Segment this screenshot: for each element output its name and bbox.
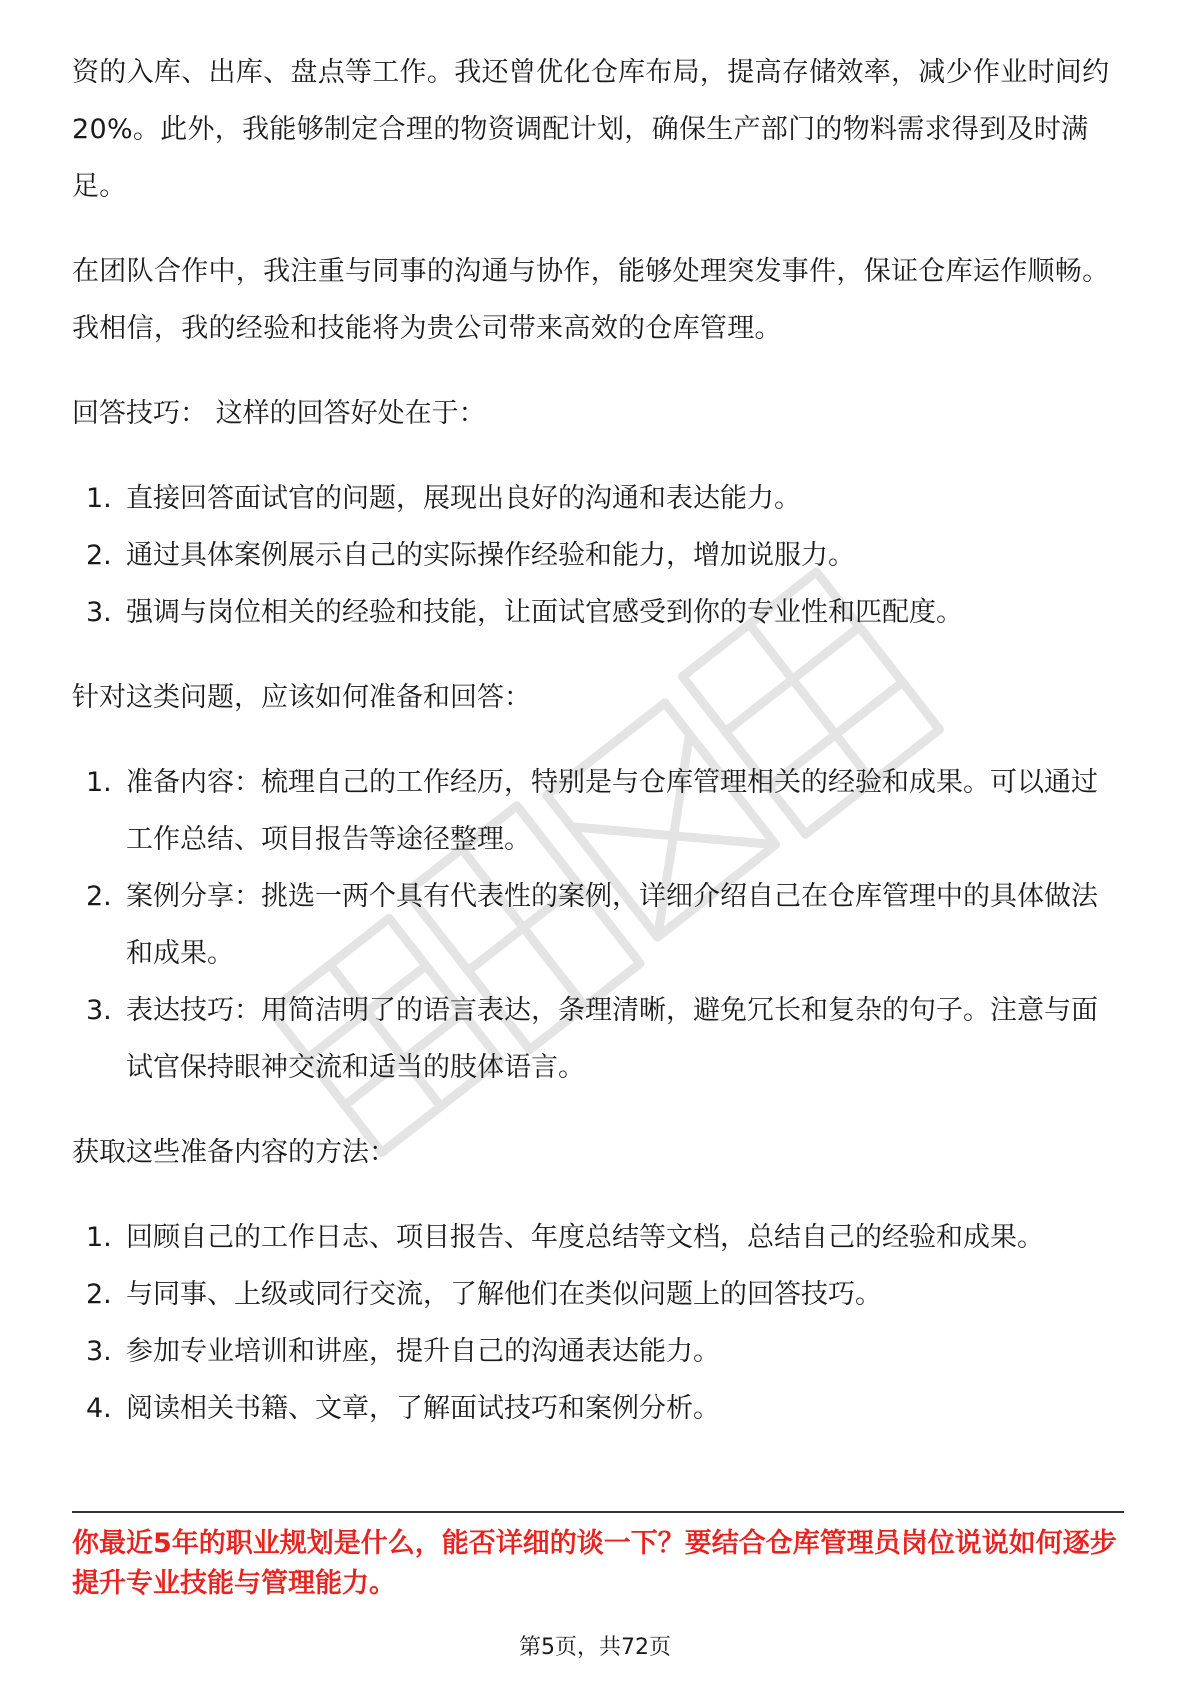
list-item — [72, 1266, 1124, 1323]
list-item — [72, 1323, 1124, 1380]
list-item — [72, 1209, 1124, 1266]
list-item-text: 表达技巧：用简洁明了的语言表达，条理清晰，避免冗长和复杂的句子。注意与面试官保持眼神交流和适当的肢体语言。 — [126, 995, 1098, 1083]
list-number: 1. — [86, 1222, 112, 1253]
methods-list — [72, 1209, 1124, 1437]
list-item-text: 强调与岗位相关的经验和技能，让面试官感受到你的专业性和匹配度。 — [126, 597, 963, 628]
list-item — [72, 754, 1124, 868]
list-number: 2. — [86, 1279, 112, 1310]
list-item — [72, 470, 1124, 527]
prepare-heading: 针对这类问题，应该如何准备和回答： — [72, 682, 531, 713]
list-number: 2. — [86, 540, 112, 571]
list-item-text: 回顾自己的工作日志、项目报告、年度总结等文档，总结自己的经验和成果。 — [126, 1222, 1044, 1253]
page-number: 第5页，共72页 — [519, 1635, 671, 1660]
list-item — [72, 1380, 1124, 1437]
list-item-text: 案例分享：挑选一两个具有代表性的案例，详细介绍自己在仓库管理中的具体做法和成果。 — [126, 881, 1098, 969]
list-number: 2. — [86, 881, 112, 912]
next-question-heading: 你最近5年的职业规划是什么，能否详细的谈一下？要结合仓库管理员岗位说说如何逐步提升专业技能与管理能力。 — [72, 1528, 1117, 1599]
tips-list — [72, 470, 1124, 641]
prepare-list — [72, 754, 1124, 1096]
list-item-text: 与同事、上级或同行交流，了解他们在类似问题上的回答技巧。 — [126, 1279, 882, 1310]
tips-heading: 回答技巧： 这样的回答好处在于： — [72, 398, 486, 429]
methods-heading: 获取这些准备内容的方法： — [72, 1137, 396, 1168]
list-item — [72, 982, 1124, 1096]
section-divider — [72, 1511, 1124, 1513]
list-item — [72, 527, 1124, 584]
list-item-text: 直接回答面试官的问题，展现出良好的沟通和表达能力。 — [126, 483, 801, 514]
list-number: 3. — [86, 995, 112, 1026]
list-number: 1. — [86, 767, 112, 798]
list-number: 3. — [86, 597, 112, 628]
list-number: 4. — [86, 1393, 112, 1424]
list-item — [72, 868, 1124, 982]
list-item-text: 通过具体案例展示自己的实际操作经验和能力，增加说服力。 — [126, 540, 855, 571]
list-item-text: 阅读相关书籍、文章，了解面试技巧和案例分析。 — [126, 1393, 720, 1424]
list-item-text: 准备内容：梳理自己的工作经历，特别是与仓库管理相关的经验和成果。可以通过工作总结、项目报告等途径整理。 — [126, 767, 1098, 855]
paragraph-teamwork: 在团队合作中，我注重与同事的沟通与协作，能够处理突发事件，保证仓库运作顺畅。我相信，我的经验和技能将为贵公司带来高效的仓库管理。 — [72, 256, 1110, 344]
list-number: 1. — [86, 483, 112, 514]
paragraph-experience: 资的入库、出库、盘点等工作。我还曾优化仓库布局，提高存储效率，减少作业时间约20%。此外，我能够制定合理的物资调配计划，确保生产部门的物料需求得到及时满足。 — [72, 57, 1110, 202]
list-item-text: 参加专业培训和讲座，提升自己的沟通表达能力。 — [126, 1336, 720, 1367]
list-item — [72, 584, 1124, 641]
list-number: 3. — [86, 1336, 112, 1367]
page-content — [72, 44, 1124, 1465]
